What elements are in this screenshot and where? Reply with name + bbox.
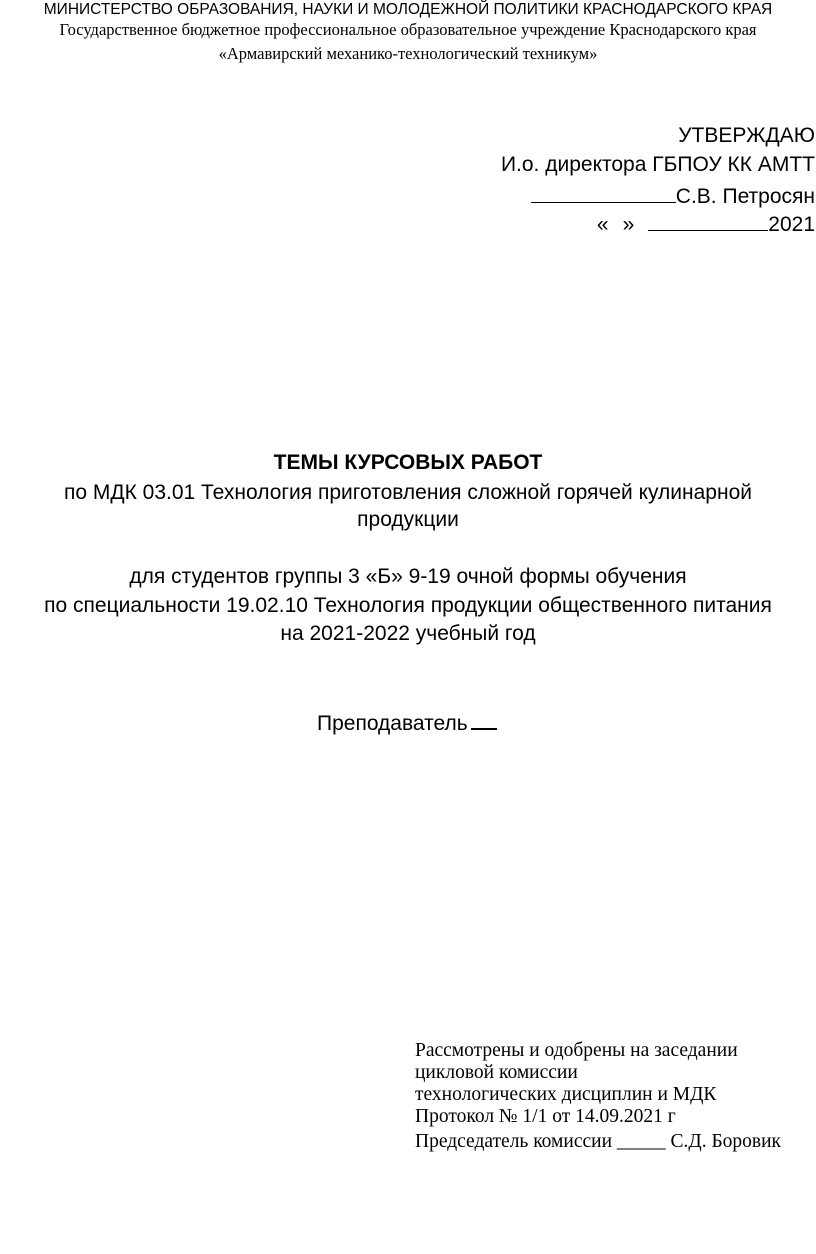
approval-year: 2021 [768, 213, 815, 236]
ministry-header: МИНИСТЕРСТВО ОБРАЗОВАНИЯ, НАУКИ И МОЛОДЕЖНОЙ ПОЛИТИКИ КРАСНОДАРСКОГО КРАЯ [43, 1, 773, 18]
college-header: «Армавирский механико-технологический техникум» [218, 44, 598, 63]
date-blank [648, 210, 768, 231]
signature-blank [531, 182, 676, 203]
approval-signer: С.В. Петросян [675, 185, 815, 208]
approval-signature-line [531, 182, 815, 209]
commission-line-3: технологических дисциплин и МДК [415, 1084, 717, 1105]
subject-line-2: продукции [357, 508, 459, 531]
approval-position: И.о. директора ГБПОУ КК АМТТ [500, 153, 815, 176]
specialty-line: по специальности 19.02.10 Технология продукции общественного питания [44, 594, 772, 617]
chair-line [415, 1131, 781, 1153]
academic-year-line: на 2021-2022 учебный год [280, 622, 536, 645]
approval-heading: УТВЕРЖДАЮ [678, 124, 815, 147]
date-quote-close: » [622, 213, 635, 236]
chair-name: С.Д. Боровик [670, 1131, 782, 1152]
chair-label: Председатель комиссии [415, 1131, 613, 1152]
chair-blank: _____ [616, 1131, 666, 1152]
approval-date-line [597, 210, 815, 237]
teacher-blank [471, 706, 497, 730]
commission-line-1: Рассмотрены и одобрены на заседании [415, 1040, 738, 1061]
group-line: для студентов группы 3 «Б» 9-19 очной формы обучения [129, 565, 687, 588]
document-title: ТЕМЫ КУРСОВЫХ РАБОТ [273, 451, 543, 474]
institution-header: Государственное бюджетное профессиональное образовательное учреждение Краснодарского края [59, 20, 757, 39]
date-quote-open: « [596, 213, 609, 236]
subject-line-1: по МДК 03.01 Технология приготовления сложной горячей кулинарной [63, 481, 752, 504]
teacher-line [317, 706, 497, 736]
teacher-label: Преподаватель [317, 712, 468, 735]
protocol-line: Протокол № 1/1 от 14.09.2021 г [415, 1106, 676, 1127]
commission-line-2: цикловой комиссии [415, 1062, 578, 1083]
